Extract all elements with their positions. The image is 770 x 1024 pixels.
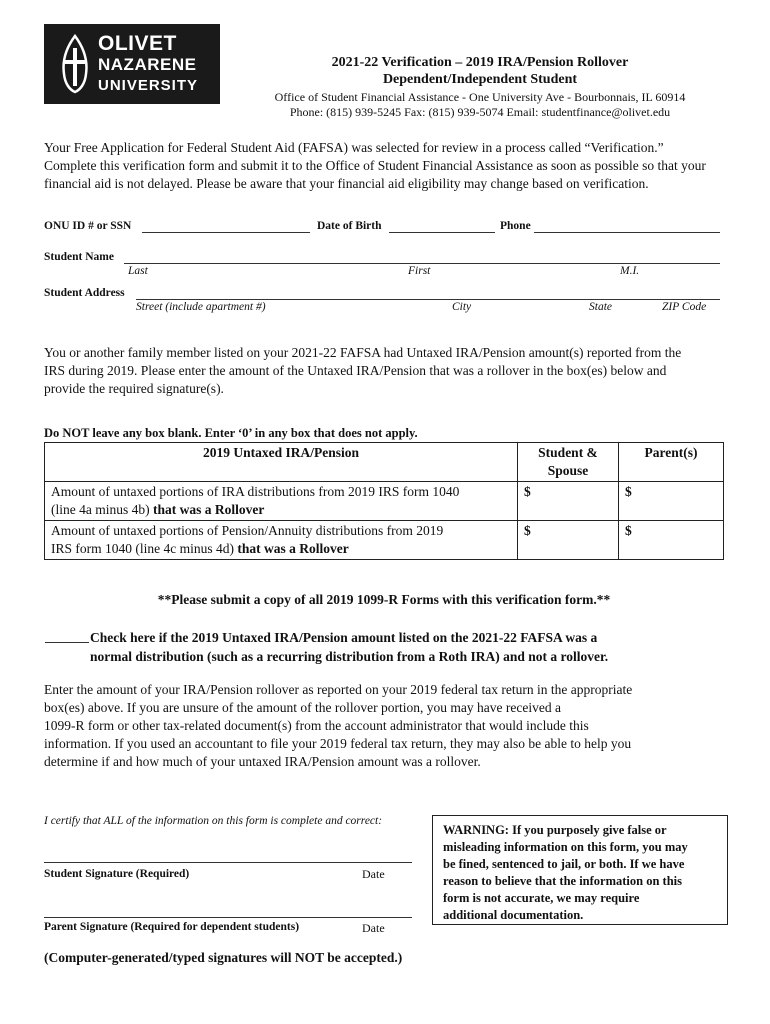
untaxed-line: IRS during 2019. Please enter the amount of the Untaxed IRA/Pension that was a rollover in the box(es) below and <box>44 363 667 378</box>
row-description: (line 4a minus 4b) <box>51 502 153 517</box>
logo-wordmark <box>98 33 198 96</box>
header-parent-cell <box>619 443 724 482</box>
student-signature-label: Student Signature (Required) <box>44 868 190 880</box>
student-address-label: Student Address <box>44 287 125 299</box>
warning-line: misleading information on this form, you may <box>443 840 688 854</box>
logo-line-1: OLIVET <box>98 32 177 55</box>
office-address: Office of Student Financial Assistance - One University Ave - Bourbonnais, IL 60914 <box>274 90 686 104</box>
student-amount-input[interactable] <box>518 521 619 560</box>
warning-line: WARNING: If you purposely give false or <box>443 823 667 837</box>
header-item-cell <box>45 443 518 482</box>
check-text-line: Check here if the 2019 Untaxed IRA/Pension amount listed on the 2021-22 FAFSA was a <box>90 630 598 645</box>
untaxed-line: You or another family member listed on your 2021-22 FAFSA had Untaxed IRA/Pension amount(s) reported from the <box>44 345 682 360</box>
student-address-field[interactable] <box>136 299 720 300</box>
header-item-label: 2019 Untaxed IRA/Pension <box>202 445 359 460</box>
row-description: IRS form 1040 (line 4c minus 4d) <box>51 541 238 556</box>
onu-id-field[interactable] <box>142 232 310 233</box>
form-title-line-2: Dependent/Independent Student <box>382 72 578 87</box>
addr-zip-caption: ZIP Code <box>662 301 707 313</box>
intro-line: financial aid is not delayed. Please be aware that your financial aid eligibility may change based on verification. <box>44 176 649 191</box>
header-student-label: Spouse <box>547 463 589 478</box>
signature-note: (Computer-generated/typed signatures will NOT be accepted.) <box>44 950 403 965</box>
student-name-label: Student Name <box>44 251 114 263</box>
parent-signature-line[interactable] <box>44 917 412 918</box>
office-phone-email: Phone: (815) 939-5245 Fax: (815) 939-5074 Email: studentfinance@olivet.edu <box>289 105 671 119</box>
addr-state-caption: State <box>589 301 612 313</box>
warning-box <box>432 815 728 925</box>
phone-field[interactable] <box>534 232 720 233</box>
enter-line: information. If you used an accountant to file your 2019 federal tax return, they may also be able to help you <box>44 736 632 751</box>
normal-distribution-check-text <box>90 628 608 666</box>
student-date-label: Date <box>362 867 385 881</box>
name-last-caption: Last <box>128 265 148 277</box>
warning-line: be fined, sentenced to jail, or both. If we have <box>443 857 685 871</box>
form-title-line-1: 2021-22 Verification – 2019 IRA/Pension Rollover <box>331 55 629 70</box>
warning-line: form is not accurate, we may require <box>443 891 640 905</box>
rollover-emphasis: that was a Rollover <box>237 541 349 556</box>
addr-city-caption: City <box>452 301 472 313</box>
office-contact <box>230 90 730 120</box>
enter-line: 1099-R form or other tax-related document(s) from the account administrator that would include this <box>44 718 589 733</box>
header-student-cell <box>518 443 619 482</box>
warning-line: reason to believe that the information on this <box>443 874 682 888</box>
enter-line: box(es) above. If you are unsure of the amount of the rollover portion, you may have received a <box>44 700 561 715</box>
phone-label: Phone <box>500 220 531 232</box>
student-name-field[interactable] <box>124 263 720 264</box>
table-row <box>45 521 724 560</box>
parent-signature-label: Parent Signature (Required for dependent students) <box>44 921 300 933</box>
parent-amount-input[interactable] <box>619 482 724 521</box>
untaxed-paragraph <box>44 344 734 398</box>
cross-flame-icon <box>58 34 92 94</box>
student-amount-input[interactable] <box>518 482 619 521</box>
header-parent-label: Parent(s) <box>644 445 698 460</box>
submit-1099r-note: **Please submit a copy of all 2019 1099-R Forms with this verification form.** <box>157 592 611 607</box>
name-mi-caption: M.I. <box>620 265 640 277</box>
logo-line-2: NAZARENE <box>98 55 197 74</box>
addr-street-caption: Street (include apartment #) <box>136 301 266 313</box>
rollover-emphasis: that was a Rollover <box>152 502 265 517</box>
row-description: Amount of untaxed portions of IRA distributions from 2019 IRS form 1040 <box>51 484 460 499</box>
dob-field[interactable] <box>389 232 495 233</box>
dollar-sign: $ <box>524 523 531 538</box>
check-text-line: normal distribution (such as a recurring distribution from a Roth IRA) and not a rollover. <box>90 649 609 664</box>
logo-line-3: UNIVERSITY <box>98 77 199 94</box>
row-description: Amount of untaxed portions of Pension/Annuity distributions from 2019 <box>51 523 444 538</box>
certify-statement: I certify that ALL of the information on this form is complete and correct: <box>44 815 383 827</box>
onu-id-label: ONU ID # or SSN <box>44 220 132 232</box>
row-description-cell <box>45 482 518 521</box>
warning-line: additional documentation. <box>443 908 584 922</box>
header-student-label: Student & <box>538 445 598 460</box>
name-first-caption: First <box>408 265 431 277</box>
row-description-cell <box>45 521 518 560</box>
enter-line: Enter the amount of your IRA/Pension rollover as reported on your 2019 federal tax return in the appropriate <box>44 682 633 697</box>
enter-line: determine if and how much of your untaxed IRA/Pension amount was a rollover. <box>44 754 481 769</box>
intro-paragraph <box>44 139 734 193</box>
form-title <box>230 54 730 88</box>
dollar-sign: $ <box>625 484 632 499</box>
parent-amount-input[interactable] <box>619 521 724 560</box>
table-header-row <box>45 443 724 482</box>
parent-date-label: Date <box>362 921 385 935</box>
table-instruction: Do NOT leave any box blank. Enter ‘0’ in any box that does not apply. <box>44 426 418 440</box>
untaxed-line: provide the required signature(s). <box>44 381 224 396</box>
ira-pension-table <box>44 442 724 560</box>
table-row <box>45 482 724 521</box>
dob-label: Date of Birth <box>317 220 382 232</box>
intro-line: Your Free Application for Federal Student Aid (FAFSA) was selected for review in a process called “Verification.” <box>44 140 664 155</box>
student-signature-line[interactable] <box>44 862 412 863</box>
enter-amount-paragraph <box>44 681 734 771</box>
dollar-sign: $ <box>524 484 531 499</box>
dollar-sign: $ <box>625 523 632 538</box>
normal-distribution-check-line[interactable] <box>45 642 89 643</box>
intro-line: Complete this verification form and submit it to the Office of Student Financial Assistance as soon as possible so that your <box>44 158 706 173</box>
